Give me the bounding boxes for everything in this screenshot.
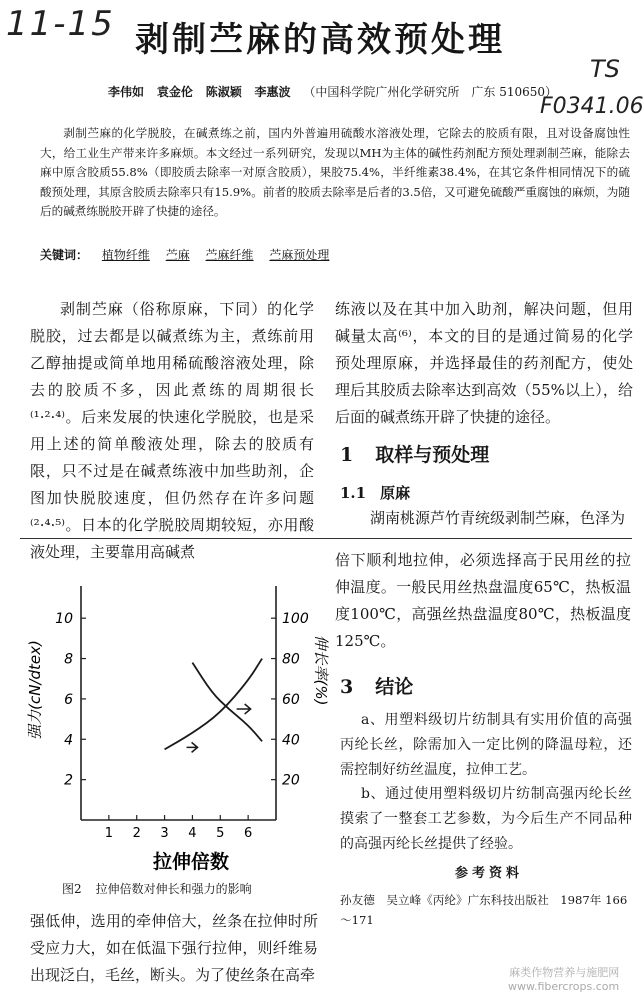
y-left-tick-label: 4 — [64, 732, 73, 749]
y-left-tick-label: 2 — [64, 772, 73, 789]
subsection-title: 原麻 — [380, 484, 411, 502]
x-tick-label: 6 — [244, 826, 253, 841]
chart-axes — [81, 586, 276, 820]
section-title: 结论 — [375, 676, 414, 698]
keyword: 苎麻 — [165, 248, 190, 262]
author-name: 李伟如 — [108, 85, 145, 99]
handwritten-date: 11-15 — [6, 4, 115, 44]
keywords — [40, 246, 620, 263]
references-heading: 参考资料 — [455, 866, 524, 881]
x-tick-label: 1 — [104, 826, 113, 841]
reference-item: 孙友德 吴立峰《丙纶》广东科技出版社 1987年 166～171 — [340, 893, 628, 927]
author-name: 李惠波 — [254, 85, 291, 99]
figure-caption-text: 拉伸倍数对伸长和强力的影响 — [95, 882, 252, 896]
x-tick-label: 5 — [216, 826, 225, 841]
y-left-tick-label: 8 — [64, 651, 73, 668]
section-title: 取样与预处理 — [375, 444, 490, 466]
author-name: 陈淑颖 — [205, 85, 242, 99]
conclusion-item: a、用塑料级切片纺制具有实用价值的高强丙纶长丝，除需加入一定比例的降温母粒，还需控制好纺丝温度，拉伸工艺。 — [340, 712, 632, 778]
watermark — [508, 966, 619, 994]
chart-series — [165, 659, 262, 753]
subsection-heading — [340, 482, 410, 503]
abstract: 剥制苎麻的化学脱胶，在碱煮练之前，国内外普遍用硫酸水溶液处理，它除去的胶质有限，且对设备腐蚀性大，给工业生产带来许多麻烦。本文经过一系列研究，发现以MH为主体的碱性药剂配方预处理剥制苎麻，能除去麻中原含胶质55.8%（即胶质去除率一对原含胶质），果胶75.4%，半纤维素38.4%，在其它条件相同情况下的硫酸预处理，其原含胶质去除率只有15.9%。前者的胶质去除率是后者的3.5倍，又可避免硫酸严重腐蚀的麻烦，为随后的碱煮练脱胶开辟了快捷的途径。 — [40, 126, 630, 218]
strength-curve — [165, 659, 262, 750]
x-tick-label: 4 — [188, 826, 197, 841]
y-right-tick-label: 100 — [282, 611, 309, 628]
figure-caption — [62, 880, 252, 897]
figure-chart — [26, 560, 330, 880]
sample-text: 湖南桃源芦竹青统级剥制苎麻，色泽为 — [370, 509, 626, 527]
y-right-tick-label: 80 — [282, 651, 300, 668]
conclusion-text — [340, 708, 632, 857]
keyword: 苎麻预处理 — [269, 248, 330, 262]
y-axis-label-left: 强力(cN/dtex) — [26, 640, 44, 740]
arrow-left-icon — [187, 742, 198, 752]
section-number: 1 — [340, 444, 354, 466]
section-heading — [340, 440, 489, 467]
author-name: 袁金伦 — [156, 85, 193, 99]
y-left-tick-label: 10 — [55, 611, 73, 628]
keywords-label: 关键词： — [40, 248, 89, 262]
body-text-left: 剥制苎麻（俗称原麻，下同）的化学脱胶，过去都是以碱煮练为主，煮练前用乙醇抽提或简单地用稀硫酸溶液处理，除去的胶质不多，因此煮练的周期很长⁽¹·²·⁴⁾。后来发展的快速化学脱胶，也是采用上述的简单酸液处理，除去的胶质有限，只不过是在碱煮练液中加些助剂，企图加快脱胶速度，但仍然存在许多问题⁽²·⁴·⁵⁾。日本的化学脱胶周期较短，亦用酸液处理，主要靠用高碱煮 — [30, 300, 314, 561]
keyword: 苎麻纤维 — [205, 248, 254, 262]
watermark-line: www.fibercrops.com — [508, 980, 620, 993]
watermark-line: 麻类作物营养与施肥网 — [509, 966, 620, 979]
subsection-number: 1.1 — [340, 484, 367, 502]
x-axis-label: 拉伸倍数 — [152, 851, 230, 873]
body-text-left-bottom: 强低伸，选用的牵伸倍大，丝条在拉伸时所受应力大，如在低温下强行拉伸，则纤维易出现泛白，毛丝，断头。为了使丝条在高牵 — [30, 912, 318, 984]
body-text-right: 练液以及在其中加入助剂，解决问题，但用碱量太高⁽⁶⁾，本文的目的是通过简易的化学预处理原麻，并选择最佳的药剂配方，使处理后其胶质去除率达到高效（55%以上），给后面的碱煮练开辟了快捷的途径。 — [335, 300, 633, 426]
y-axis-label-right: 伸长率(%) — [312, 634, 330, 706]
conclusion-item: b、通过使用塑料级切片纺制高强丙纶长丝摸索了一整套工艺参数，为今后生产不同品种的高强丙纶长丝提供了经验。 — [340, 786, 632, 852]
keyword: 植物纤维 — [101, 248, 150, 262]
author-line — [108, 83, 566, 100]
arrow-right-icon — [237, 704, 251, 714]
page-title: 剥制苎麻的高效预处理 — [135, 20, 505, 60]
article-divider — [20, 538, 632, 539]
handwritten-classification: F0341.06 — [540, 94, 644, 119]
y-left-tick-label: 6 — [64, 691, 73, 708]
body-text-right-continued: 倍下顺利地拉伸，必须选择高于民用丝的拉伸温度。一般民用丝热盘温度65℃，热板温度100℃，高强丝热盘温度80℃，热板温度125℃。 — [335, 551, 631, 650]
x-tick-label: 2 — [132, 826, 141, 841]
x-tick-label: 3 — [160, 826, 169, 841]
y-right-tick-label: 40 — [282, 732, 300, 749]
figure-number: 图2 — [62, 882, 82, 896]
section-number: 3 — [340, 676, 354, 698]
section-heading — [340, 672, 413, 699]
y-right-tick-label: 60 — [282, 691, 300, 708]
affiliation: （中国科学院广州化学研究所 广东 510650） — [303, 85, 557, 99]
handwritten-ts-mark: TS — [590, 55, 620, 83]
chart-ticks — [55, 611, 309, 841]
y-right-tick-label: 20 — [282, 772, 300, 789]
